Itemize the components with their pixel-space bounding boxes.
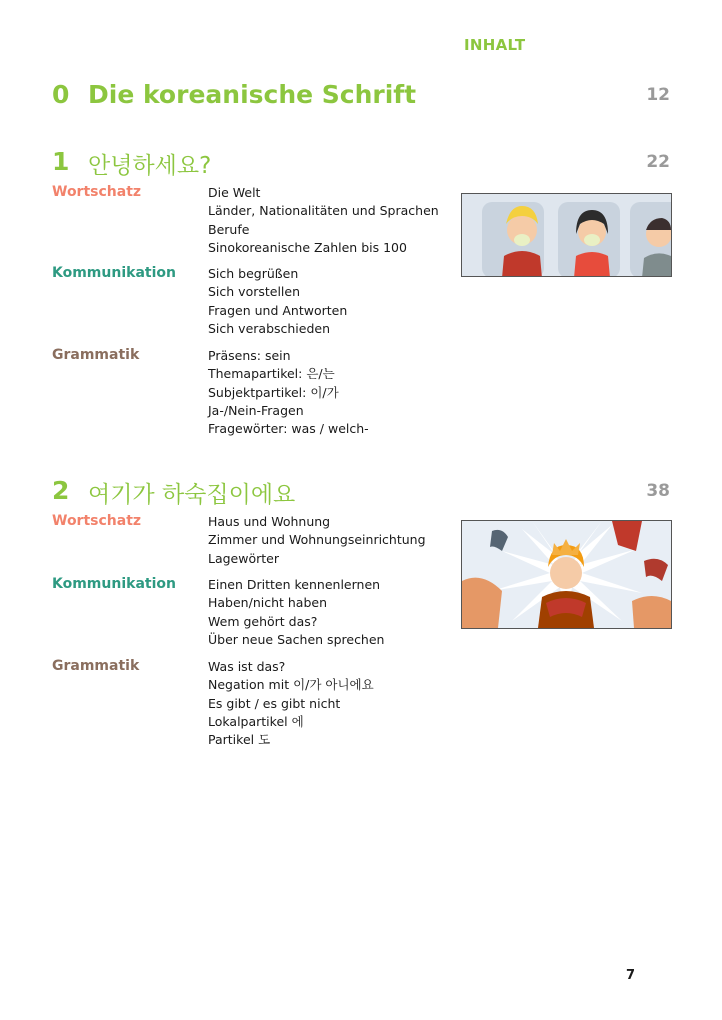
chapter-2-heading[interactable] <box>52 476 670 510</box>
list-item: Subjektpartikel: 이/가 <box>208 384 339 400</box>
comic-airplane-seats-image <box>462 194 671 276</box>
grammatik-list <box>208 658 374 749</box>
chapter-title: 여기가 하숙집이에요 <box>88 482 296 508</box>
list-item: Berufe <box>208 221 250 237</box>
list-item: Sich verabschieden <box>208 320 331 336</box>
chapter-page-number: 12 <box>646 85 670 105</box>
wortschatz-list <box>208 184 439 257</box>
chapter-1-heading[interactable] <box>52 147 670 181</box>
footer-page-number: 7 <box>626 968 636 983</box>
chapter-page-number: 38 <box>646 481 670 501</box>
chapter-title: Die koreanische Schrift <box>88 80 417 109</box>
list-item: Haben/nicht haben <box>208 595 328 611</box>
section-label-kommunikation: Kommunikation <box>52 576 176 592</box>
comic-unpacking-image <box>462 521 671 628</box>
list-item: Die Welt <box>208 185 261 200</box>
list-item: Länder, Nationalitäten und Sprachen <box>208 203 439 219</box>
list-item: Fragen und Antworten <box>208 302 348 318</box>
list-item: Präsens: sein <box>208 348 291 363</box>
list-item: Haus und Wohnung <box>208 514 331 529</box>
list-item: Sinokoreanische Zahlen bis 100 <box>208 239 407 255</box>
chapter-page-number: 22 <box>646 152 670 172</box>
chapter-title: 안녕하세요? <box>88 153 212 179</box>
list-item: Über neue Sachen sprechen <box>208 631 385 647</box>
section-label-wortschatz: Wortschatz <box>52 513 142 529</box>
list-item: Einen Dritten kennenlernen <box>208 577 381 592</box>
section-label-grammatik: Grammatik <box>52 658 140 674</box>
grammatik-list <box>208 347 369 438</box>
list-item: Was ist das? <box>208 659 286 674</box>
list-item: Zimmer und Wohnungseinrichtung <box>208 532 426 548</box>
chapter-number: 1 <box>52 147 70 176</box>
chapter-1-illustration <box>461 193 672 277</box>
list-item: Es gibt / es gibt nicht <box>208 695 341 711</box>
section-label-grammatik: Grammatik <box>52 347 140 363</box>
list-item: Wem gehört das? <box>208 613 318 629</box>
kommunikation-list <box>208 265 347 338</box>
list-item: Ja-/Nein-Fragen <box>208 402 304 418</box>
list-item: Negation mit 이/가 아니에요 <box>208 677 374 693</box>
list-item: Themapartikel: 은/는 <box>208 366 335 382</box>
chapter-number: 2 <box>52 476 70 505</box>
section-label-kommunikation: Kommunikation <box>52 265 176 281</box>
list-item: Partikel 도 <box>208 732 271 748</box>
chapter-2-illustration <box>461 520 672 629</box>
wortschatz-list <box>208 513 426 568</box>
list-item: Lagewörter <box>208 550 279 566</box>
list-item: Lokalpartikel 에 <box>208 713 304 729</box>
list-item: Sich vorstellen <box>208 284 301 300</box>
chapter-number: 0 <box>52 80 70 109</box>
kommunikation-list <box>208 576 384 649</box>
list-item: Sich begrüßen <box>208 266 299 281</box>
list-item: Fragewörter: was / welch- <box>208 421 369 437</box>
section-label-wortschatz: Wortschatz <box>52 184 142 200</box>
running-head: INHALT <box>464 36 526 54</box>
chapter-0-heading[interactable] <box>52 80 670 114</box>
